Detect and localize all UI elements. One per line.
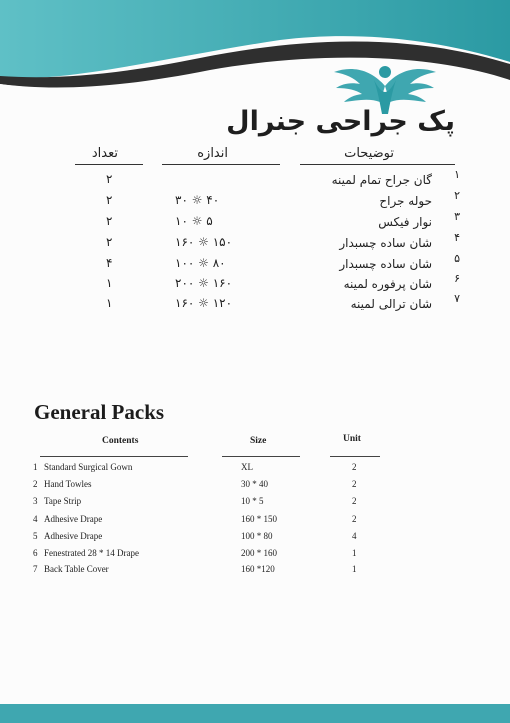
row-description: شان ساده چسبدار — [339, 257, 432, 271]
row-description: Adhesive Drape — [44, 531, 103, 541]
row-description: Standard Surgical Gown — [44, 462, 133, 472]
header-underline-size — [222, 456, 300, 457]
row-count: ۱ — [106, 276, 113, 290]
table-row — [0, 191, 510, 211]
row-number: ۶ — [454, 272, 460, 285]
row-unit: 2 — [352, 462, 357, 472]
row-size: ۳۰ ☼ ۴۰ — [175, 193, 220, 207]
row-number: 5 — [33, 531, 38, 541]
row-description: Back Table Cover — [44, 564, 109, 574]
row-size: ۱۰۰ ☼ ۸۰ — [175, 256, 226, 270]
row-number: ۷ — [454, 292, 460, 305]
row-number: 7 — [33, 564, 38, 574]
row-size: 100 * 80 — [241, 531, 273, 541]
table-row — [0, 514, 510, 531]
row-description: Fenestrated 28 * 14 Drape — [44, 548, 139, 558]
row-unit: 2 — [352, 514, 357, 524]
row-size: XL — [241, 462, 253, 472]
row-count: ۲ — [106, 193, 113, 207]
footer-bar — [0, 704, 510, 723]
row-number: ۴ — [454, 231, 460, 244]
header-size: Size — [250, 436, 267, 446]
row-unit: 1 — [352, 548, 357, 558]
header-underline-unit — [330, 456, 380, 457]
header-underline-size — [162, 164, 280, 165]
table-row — [0, 496, 510, 513]
section-title: General Packs — [34, 400, 165, 424]
row-size: 30 * 40 — [241, 479, 268, 489]
row-number: ۱ — [454, 168, 460, 181]
row-number: 1 — [33, 462, 38, 472]
persian-table — [0, 0, 510, 330]
row-count: ۲ — [106, 172, 113, 186]
header-description: توضیحات — [344, 146, 394, 161]
row-unit: 2 — [352, 496, 357, 506]
header-contents: Contents — [102, 436, 139, 446]
table-row — [0, 294, 510, 314]
table-row — [0, 548, 510, 565]
table-row — [0, 254, 510, 274]
brand-title: پک جراحی جنرال — [226, 106, 455, 137]
header-underline-count — [75, 164, 143, 165]
table-row — [0, 462, 510, 479]
header-underline-description — [300, 164, 455, 165]
row-size: 200 * 160 — [241, 548, 277, 558]
row-size: 10 * 5 — [241, 496, 264, 506]
row-description: نوار فیکس — [378, 215, 432, 229]
row-unit: 1 — [352, 564, 357, 574]
row-size: ۱۶۰ ☼ ۱۵۰ — [175, 235, 233, 249]
row-number: 6 — [33, 548, 38, 558]
row-number: 2 — [33, 479, 38, 489]
table-row — [0, 479, 510, 496]
row-size: 160 *120 — [241, 564, 275, 574]
table-row — [0, 233, 510, 253]
row-number: ۳ — [454, 210, 460, 223]
row-count: ۲ — [106, 214, 113, 228]
row-description: حوله جراح — [379, 194, 432, 208]
row-description: Tape Strip — [44, 496, 82, 506]
row-unit: 2 — [352, 479, 357, 489]
row-description: شان ترالی لمینه — [350, 297, 432, 311]
table-row — [0, 212, 510, 232]
row-description: شان پرفوره لمینه — [343, 277, 432, 291]
header-underline-contents — [40, 456, 188, 457]
row-unit: 4 — [352, 531, 357, 541]
row-number: 4 — [33, 514, 38, 524]
row-description: گان جراح تمام لمینه — [331, 173, 432, 187]
table-row — [0, 274, 510, 294]
header-count: تعداد — [91, 146, 118, 161]
row-number: ۲ — [454, 189, 460, 202]
row-size: ۲۰۰ ☼ ۱۶۰ — [175, 276, 233, 290]
header-size: اندازه — [197, 146, 228, 161]
row-description: شان ساده چسبدار — [339, 236, 432, 250]
row-count: ۱ — [106, 296, 113, 310]
row-size: ۱۶۰ ☼ ۱۲۰ — [175, 296, 233, 310]
row-size: 160 * 150 — [241, 514, 277, 524]
row-description: Hand Towles — [44, 479, 92, 489]
table-row — [0, 564, 510, 581]
row-number: ۵ — [454, 252, 460, 265]
table-row — [0, 531, 510, 548]
header-unit: Unit — [343, 434, 361, 444]
row-count: ۴ — [106, 256, 113, 270]
row-size: ۱۰ ☼ ۵ — [175, 214, 213, 228]
row-description: Adhesive Drape — [44, 514, 103, 524]
row-number: 3 — [33, 496, 38, 506]
table-row — [0, 170, 510, 190]
row-count: ۲ — [106, 235, 113, 249]
